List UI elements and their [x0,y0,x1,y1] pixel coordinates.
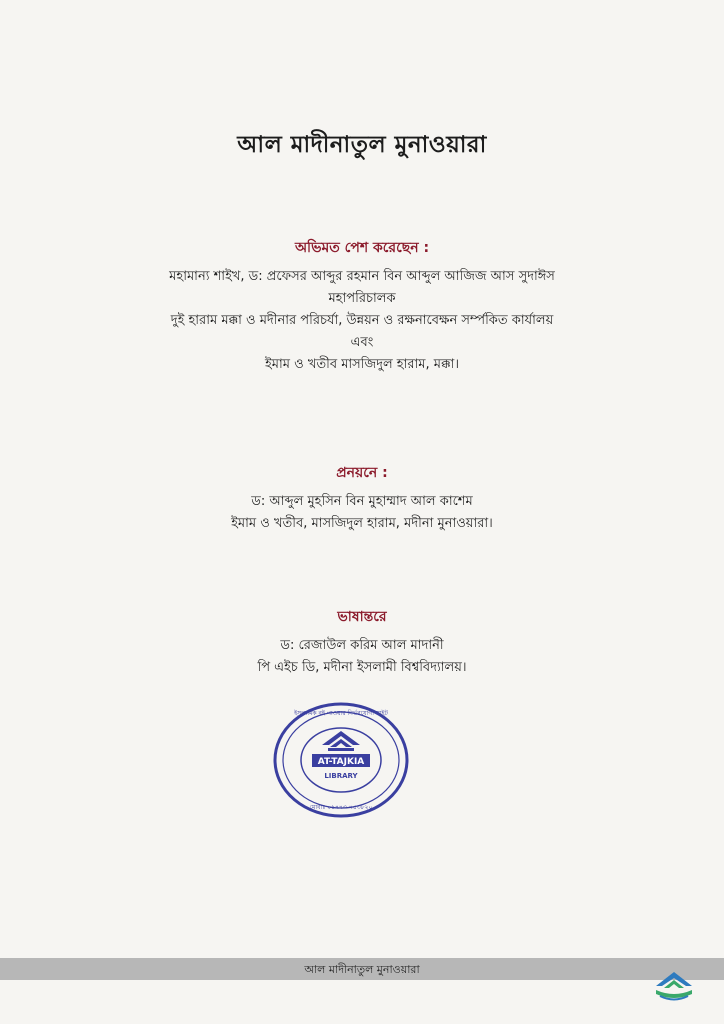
footer-title: আল মাদীনাতুল মুনাওয়ারা [304,963,420,976]
opinion-line: দুই হারাম মক্কা ও মদীনার পরিচর্যা, উন্নয়ন ও রক্ষনাবেক্ষন সর্ম্পকিত কার্যালয় [170,313,554,328]
opinion-heading: অভিমত পেশ করেছেন : [294,240,430,256]
translation-heading: ভাষান্তরে [337,609,387,625]
stamp-main-text: AT-TAJKIA [317,757,365,767]
opinion-section [40,236,684,376]
author-line: ড: আব্দুল মুহসিন বিন মুহাম্মাদ আল কাশেম [251,494,473,509]
library-stamp [272,701,410,819]
opinion-line: ইমাম ও খতীব মাসজিদুল হারাম, মক্কা। [265,357,459,372]
translation-line: ড: রেজাউল করিম আল মাদানী [280,638,444,653]
stamp-sub-text: LIBRARY [324,772,358,780]
opinion-line: এবং [350,335,374,350]
translation-line: পি এইচ ডি, মদীনা ইসলামী বিশ্ববিদ্যালয়। [257,660,467,675]
author-section [40,461,684,535]
author-line: ইমাম ও খতীব, মাসজিদুল হারাম, মদীনা মুনাওয়ারা। [231,516,493,531]
stamp-ring-text: ইসলামিক বই পাওয়ার নির্ভরযোগ্য সাইট [294,710,388,717]
opinion-line: মহাপরিচালক [328,291,396,306]
opinion-line: মহামান্য শাইখ, ড: প্রফেসর আব্দুর রহমান বিন আব্দুল আজিজ আস সুদাঈস [169,269,555,284]
book-emblem-icon [322,731,360,751]
page-title: আল মাদীনাতুল মুনাওয়ারা [237,132,487,158]
author-heading: প্রনয়নে : [336,465,388,481]
publisher-logo-icon [648,968,700,1004]
stamp-phone-text: মোবাঃ ০১৭৭৩-৭৫৩৮২০ [309,804,373,811]
translation-section [40,605,684,679]
